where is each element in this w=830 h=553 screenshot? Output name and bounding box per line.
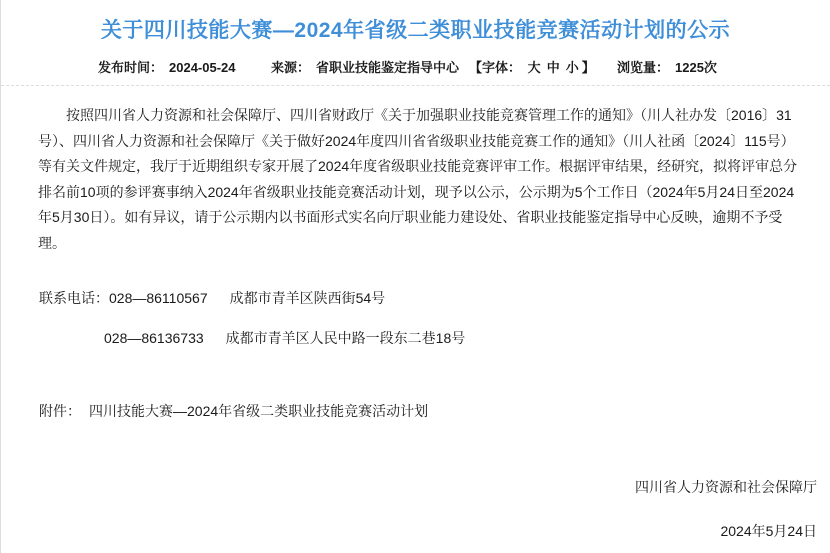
attachment-line [39,399,802,424]
publish-time-label: 发布时间： [98,60,164,75]
page-title: 关于四川技能大赛—2024年省级二类职业技能竞赛活动计划的公示 [100,19,731,42]
font-size-large-button[interactable]: 大 [527,60,541,75]
publish-time-value: 2024-05-24 [169,60,236,75]
font-size-switch [469,60,595,75]
meta-bar [1,57,830,77]
signature-date: 2024年5月24日 [720,523,817,539]
contact-line [104,326,802,351]
announcement-body [1,86,830,256]
contact-address-2: 成都市青羊区人民中路一段东二巷18号 [225,330,466,346]
signature-block [635,477,817,541]
contact-line [39,286,802,311]
announcement-paragraph: 按照四川省人力资源和社会保障厅、四川省财政厅《关于加强职业技能竞赛管理工作的通知》（川人社办发〔2016〕31号）、四川省人力资源和社会保障厅《关于做好2024年度四川省省级职业技能竞赛工作的通知》（川人社函〔2024〕115号）等有关文件规定，我厅于近期组织专家开展了2024年度省级职业技能竞赛评审工作。根据评审结果，经研究，拟将评审总分排名前10项的参评赛事纳入2024年省级职业技能竞赛活动计划，现予以公示，公示期为5个工作日（2024年5月24日至2024年5月30日）。如有异议，请于公示期内以书面形式实名向厅职业能力建设处、省职业技能鉴定指导中心反映，逾期不予受理。 [38,107,798,251]
font-switch-open-bracket: 【字体： [469,60,522,75]
contact-address-1: 成都市青羊区陕西街54号 [229,290,386,306]
source-value: 省职业技能鉴定指导中心 [316,60,460,75]
view-count [617,57,717,76]
attachment-label: 附件： [39,403,81,419]
attachment-title: 四川技能大赛—2024年省级二类职业技能竞赛活动计划 [89,403,429,419]
view-count-value: 1225次 [675,60,717,75]
font-size-medium-button[interactable]: 中 [546,60,560,75]
signature-issuer: 四川省人力资源和社会保障厅 [635,479,817,495]
contact-phone-1: 028—86110567 [109,290,208,306]
font-switch-close-bracket: 】 [581,60,595,75]
source [271,57,595,76]
font-size-small-button[interactable]: 小 [565,60,579,75]
source-label: 来源： [271,60,311,75]
publish-time [98,57,236,76]
contact-phone-2: 028—86136733 [104,330,204,346]
contact-label: 联系电话： [39,290,109,306]
view-count-label: 浏览量： [617,60,670,75]
